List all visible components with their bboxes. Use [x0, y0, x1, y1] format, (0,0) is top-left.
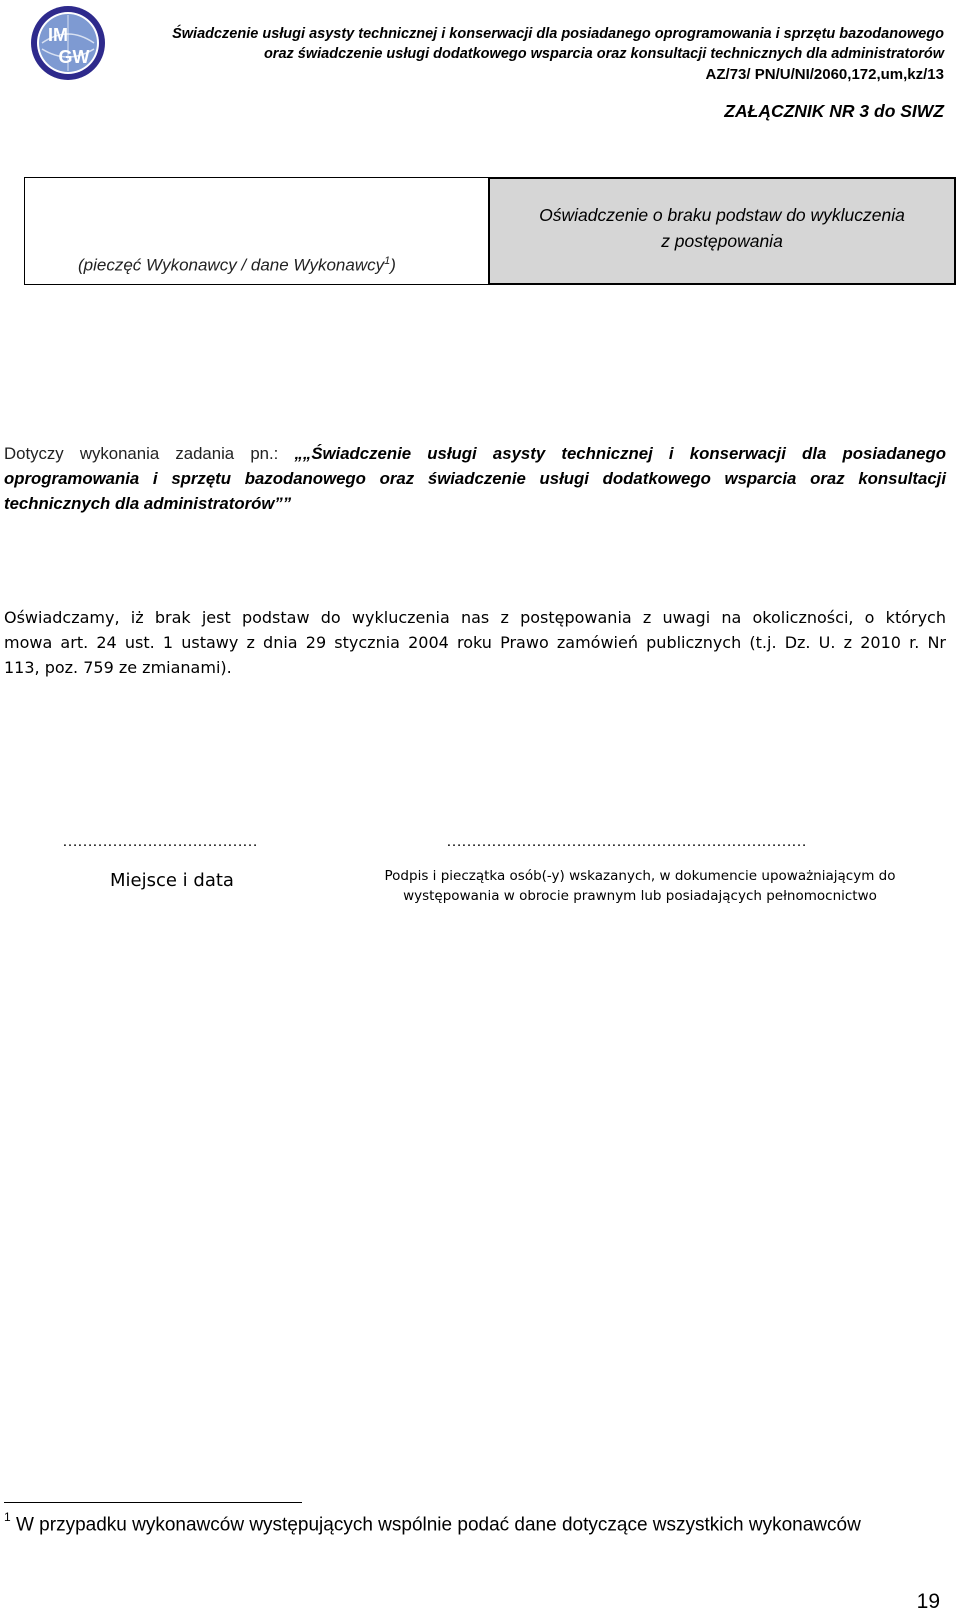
stamp-label	[78, 255, 396, 276]
footnote-separator	[4, 1502, 302, 1503]
declaration-line1: Oświadczamy, iż brak jest podstaw do wykluczenia nas z postępowania z uwagi na okoliczności, o których	[4, 608, 946, 627]
header-title-line1: Świadczenie usługi asysty technicznej i konserwacji dla posiadanego oprogramowania i sprzętu bazodanowego	[172, 26, 944, 42]
stamp-label-end: )	[390, 255, 396, 275]
stamp-footnote-ref: 1	[384, 255, 391, 267]
page-number: 19	[916, 1590, 940, 1613]
task-lead: Dotyczy wykonania zadania pn.:	[4, 444, 295, 463]
place-date-dots: …………………………………	[62, 833, 257, 850]
header-title-line2: oraz świadczenie usługi dodatkowego wsparcia oraz konsultacji technicznych dla administratorów	[263, 46, 944, 62]
logo-text-bottom: GW	[58, 47, 90, 67]
signature-caption-line2: występowania w obrocie prawnym lub posiadających pełnomocnictwo	[403, 888, 877, 904]
signature-dots: ………………………………………………………………	[446, 833, 806, 850]
attachment-label: ZAŁĄCZNIK NR 3 do SIWZ	[724, 101, 944, 121]
task-paragraph	[4, 441, 946, 516]
document-title-line1: Oświadczenie o braku podstaw do wykluczenia	[539, 205, 905, 225]
header-reference: AZ/73/ PN/U/NI/2060,172,um,kz/13	[705, 66, 944, 83]
document-title-line2: z postępowania	[661, 231, 783, 251]
logo-text-top: IM	[48, 25, 68, 45]
footnote-number: 1	[4, 1510, 11, 1524]
company-logo	[30, 5, 106, 81]
footnote	[4, 1512, 861, 1536]
stamp-label-text: (pieczęć Wykonawcy / dane Wykonawcy	[78, 255, 385, 275]
place-date-label: Miejsce i data	[110, 870, 234, 891]
footnote-text: W przypadku wykonawców występujących wspólnie podać dane dotyczące wszystkich wykonawców	[10, 1514, 861, 1536]
declaration-line3: 113, poz. 759 ze zmianami).	[4, 658, 232, 677]
declaration-paragraph	[4, 605, 946, 680]
task-name: „„Świadczenie usługi asysty technicznej i konserwacji dla posiadanego oprogramowania i sprzętu bazodanowego oraz świadczenie usługi dodatkowego wsparcia oraz konsultacji technicznych dla administratorów””	[4, 444, 946, 513]
signature-caption-line1: Podpis i pieczątka osób(-y) wskazanych, w dokumencie upoważniającym do	[384, 868, 896, 884]
declaration-line2: mowa art. 24 ust. 1 ustawy z dnia 29 stycznia 2004 roku Prawo zamówień publicznych (t.j. Dz. U. z 2010 r. Nr	[4, 633, 946, 652]
